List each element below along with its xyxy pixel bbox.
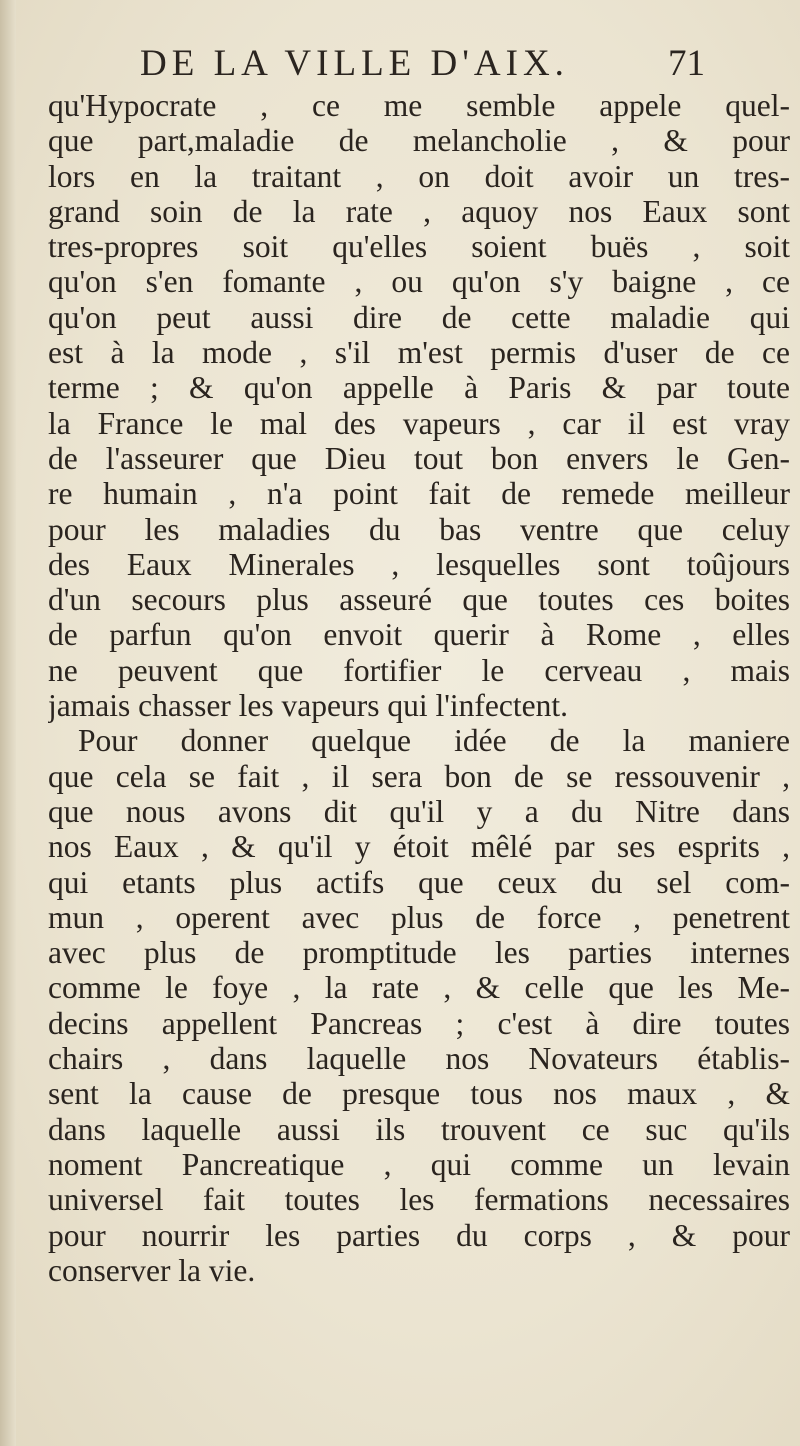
text-line-32: universel fait toutes les fermations necessaires — [48, 1182, 790, 1218]
text-line-8: est à la mode , s'il m'est permis d'user de ce — [48, 335, 790, 371]
text-line-24: mun , operent avec plus de force , penetrent — [48, 899, 790, 935]
text-line-33: pour nourrir les parties du corps , & pour — [48, 1217, 790, 1253]
text-line-6: qu'on s'en fomante , ou qu'on s'y baigne , ce — [48, 264, 790, 300]
text-line-3: lors en la traitant , on doit avoir un tres- — [48, 158, 790, 194]
text-line-12: re humain , n'a point fait de remede meilleur — [48, 476, 790, 512]
text-line-11: de l'asseurer que Dieu tout bon envers le Gen- — [48, 440, 790, 476]
text-line-34: conserver la vie. — [48, 1252, 256, 1288]
text-line-5: tres-propres soit qu'elles soient buës , soit — [48, 229, 790, 265]
text-line-21: que nous avons dit qu'il y a du Nitre dans — [48, 793, 790, 829]
text-line-30: dans laquelle aussi ils trouvent ce suc qu'ils — [48, 1111, 790, 1147]
body-text — [48, 88, 790, 1288]
text-line-15: d'un secours plus asseuré que toutes ces boites — [48, 582, 790, 618]
text-line-16: de parfun qu'on envoit querir à Rome , elles — [48, 617, 790, 653]
text-line-22: nos Eaux , & qu'il y étoit mêlé par ses esprits , — [48, 829, 790, 865]
text-line-2: que part,maladie de melancholie , & pour — [48, 123, 790, 159]
text-line-13: pour les maladies du bas ventre que celuy — [48, 511, 790, 547]
text-line-20: que cela se fait , il sera bon de se ressouvenir , — [48, 758, 790, 794]
text-line-17: ne peuvent que fortifier le cerveau , mais — [48, 652, 790, 688]
text-line-14: des Eaux Minerales , lesquelles sont toûjours — [48, 546, 790, 582]
text-line-29: sent la cause de presque tous nos maux , & — [48, 1076, 790, 1112]
text-line-1: qu'Hypocrate , ce me semble appele quel- — [48, 88, 790, 123]
text-line-4: grand soin de la rate , aquoy nos Eaux sont — [48, 193, 790, 229]
text-line-26: comme le foye , la rate , & celle que les Me- — [48, 970, 790, 1006]
text-line-23: qui etants plus actifs que ceux du sel com- — [48, 864, 790, 900]
text-line-18: jamais chasser les vapeurs qui l'infectent. — [48, 688, 568, 724]
text-line-28: chairs , dans laquelle nos Novateurs établis- — [48, 1041, 790, 1077]
text-line-19: Pour donner quelque idée de la maniere — [78, 723, 790, 759]
page-number: 71 — [668, 43, 705, 84]
text-line-27: decins appellent Pancreas ; c'est à dire toutes — [48, 1005, 790, 1041]
text-line-31: noment Pancreatique , qui comme un levain — [48, 1146, 790, 1182]
text-line-9: terme ; & qu'on appelle à Paris & par toute — [48, 370, 790, 406]
page-gutter-shadow — [0, 0, 16, 1446]
running-title: DE LA VILLE D'AIX. — [140, 43, 569, 84]
running-head — [0, 42, 800, 92]
text-line-10: la France le mal des vapeurs , car il est vray — [48, 405, 790, 441]
text-line-7: qu'on peut aussi dire de cette maladie qui — [48, 299, 790, 335]
text-line-25: avec plus de promptitude les parties internes — [48, 935, 790, 971]
